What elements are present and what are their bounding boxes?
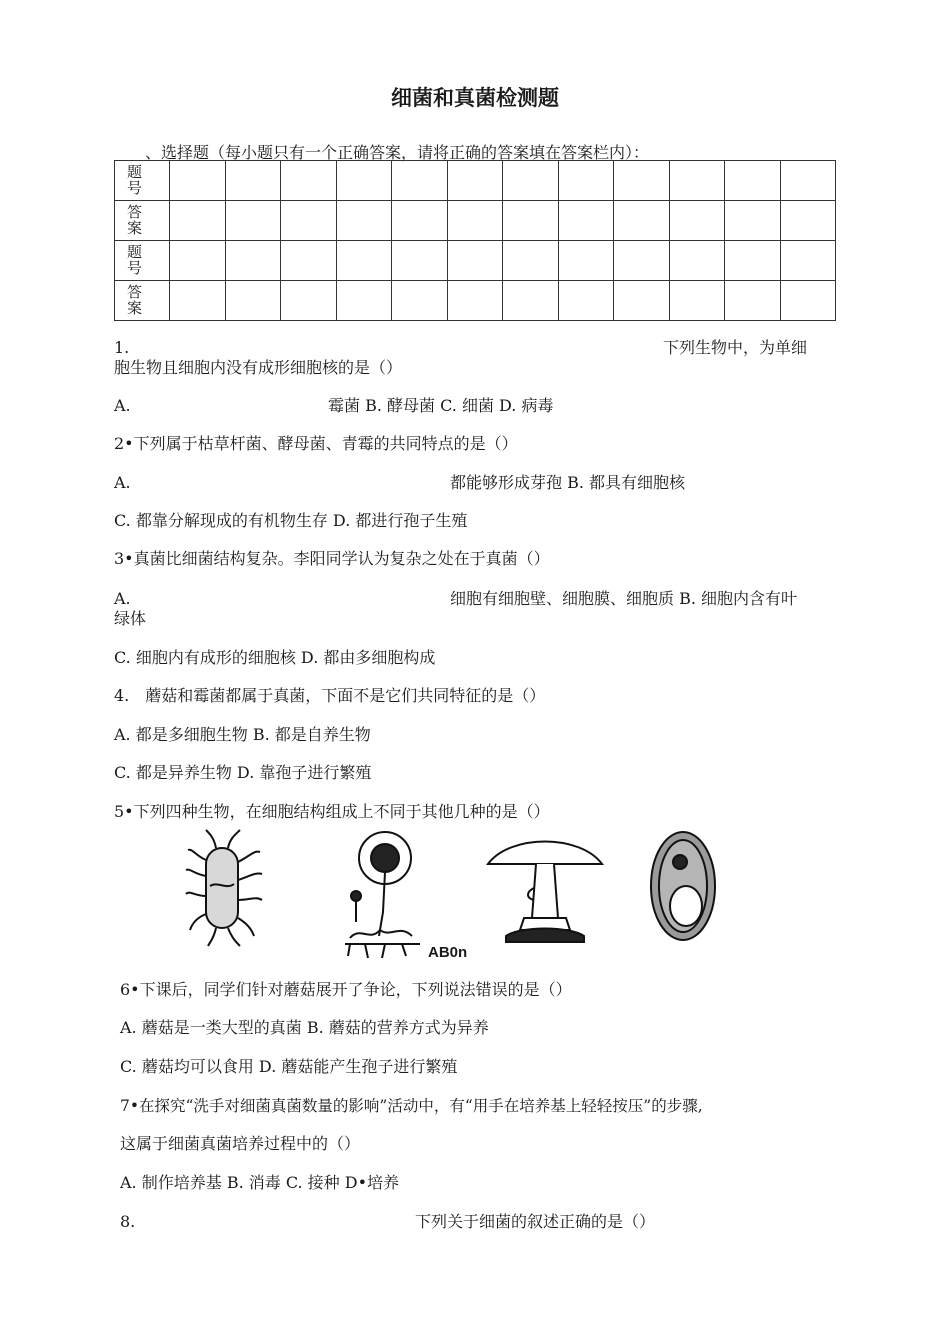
q2-option-label: A. (114, 473, 131, 492)
q7-options: A. 制作培养基 B. 消毒 C. 接种 D•培养 (120, 1173, 400, 1192)
q3-options-cd: C. 细胞内有成形的细胞核 D. 都由多细胞构成 (114, 648, 436, 667)
answer-cell[interactable] (447, 281, 503, 321)
answer-table-row-label (115, 281, 170, 321)
answer-cell[interactable] (725, 161, 781, 201)
answer-cell[interactable] (170, 201, 226, 241)
answer-table-row (115, 201, 836, 241)
answer-cell[interactable] (614, 241, 670, 281)
answer-table-row-label (115, 161, 170, 201)
page-title: 细菌和真菌检测题 (391, 86, 559, 110)
q6-options-cd: C. 蘑菇均可以食用 D. 蘑菇能产生孢子进行繁殖 (120, 1057, 458, 1076)
q8-number: 8. (120, 1212, 136, 1231)
answer-cell[interactable] (170, 281, 226, 321)
answer-cell[interactable] (780, 201, 836, 241)
answer-cell[interactable] (725, 281, 781, 321)
q3-option-label: A. (114, 589, 131, 608)
row-label-char: 题 (127, 243, 143, 261)
answer-table-row-label (115, 241, 170, 281)
answer-cell[interactable] (225, 281, 281, 321)
answer-cell[interactable] (503, 161, 559, 201)
q3-options-ab-continued: 绿体 (114, 609, 147, 628)
answer-cell[interactable] (336, 201, 392, 241)
answer-cell[interactable] (614, 281, 670, 321)
answer-table-row-label (115, 201, 170, 241)
q8-stem: 下列关于细菌的叙述正确的是（） (415, 1212, 656, 1231)
answer-table-row (115, 161, 836, 201)
answer-cell[interactable] (392, 161, 448, 201)
q2-stem: 2•下列属于枯草杆菌、酵母菌、青霉的共同特点的是（） (114, 434, 518, 453)
answer-table-row (115, 241, 836, 281)
answer-cell[interactable] (669, 241, 725, 281)
q1-number: 1. (114, 338, 130, 357)
answer-cell[interactable] (392, 241, 448, 281)
q1-option-label: A. (114, 396, 131, 415)
row-label-char: 号 (127, 259, 143, 277)
row-label-char: 案 (127, 219, 143, 237)
answer-cell[interactable] (503, 241, 559, 281)
row-label-char: 答 (127, 283, 143, 301)
q6-stem: 6•下课后，同学们针对蘑菇展开了争论，下列说法错误的是（） (120, 980, 572, 999)
answer-cell[interactable] (503, 281, 559, 321)
answer-cell[interactable] (170, 241, 226, 281)
answer-cell[interactable] (447, 241, 503, 281)
answer-cell[interactable] (225, 161, 281, 201)
row-label-char: 号 (127, 179, 143, 197)
q6-options-ab: A. 蘑菇是一类大型的真菌 B. 蘑菇的营养方式为异养 (120, 1018, 489, 1037)
bacterium-drawing (186, 830, 262, 946)
answer-cell[interactable] (281, 161, 337, 201)
q7-stem-part1: 7•在探究“洗手对细菌真菌数量的影响”活动中，有“用手在培养基上轻轻按压”的步骤, (120, 1097, 703, 1115)
answer-cell[interactable] (281, 281, 337, 321)
q4-options-ab: A. 都是多细胞生物 B. 都是自养生物 (114, 725, 371, 744)
answer-cell[interactable] (614, 161, 670, 201)
answer-cell[interactable] (558, 281, 614, 321)
answer-cell[interactable] (614, 201, 670, 241)
answer-table (114, 160, 836, 321)
answer-cell[interactable] (780, 161, 836, 201)
answer-cell[interactable] (225, 241, 281, 281)
q1-stem-part1: 下列生物中，为单细 (663, 338, 808, 357)
yeast-drawing (651, 832, 715, 940)
answer-cell[interactable] (558, 241, 614, 281)
answer-cell[interactable] (336, 281, 392, 321)
answer-cell[interactable] (336, 161, 392, 201)
answer-cell[interactable] (281, 241, 337, 281)
answer-cell[interactable] (725, 241, 781, 281)
answer-cell[interactable] (558, 201, 614, 241)
answer-cell[interactable] (225, 201, 281, 241)
q5-stem: 5•下列四种生物，在细胞结构组成上不同于其他几种的是（） (114, 802, 550, 821)
answer-cell[interactable] (780, 241, 836, 281)
answer-cell[interactable] (336, 241, 392, 281)
row-label-char: 案 (127, 299, 143, 317)
answer-cell[interactable] (392, 281, 448, 321)
q3-options-ab: 细胞有细胞壁、细胞膜、细胞质 B. 细胞内含有叶 (450, 589, 798, 608)
section-instructions: 、选择题（每小题只有一个正确答案，请将正确的答案填在答案栏内）： (145, 143, 650, 162)
answer-cell[interactable] (447, 201, 503, 241)
q7-stem-part2: 这属于细菌真菌培养过程中的（） (120, 1134, 361, 1153)
answer-cell[interactable] (503, 201, 559, 241)
answer-cell[interactable] (669, 201, 725, 241)
mushroom-drawing (488, 842, 602, 943)
answer-cell[interactable] (669, 161, 725, 201)
answer-cell[interactable] (392, 201, 448, 241)
q2-options-ab: 都能够形成芽孢 B. 都具有细胞核 (450, 473, 686, 492)
q1-stem-part2: 胞生物且细胞内没有成形细胞核的是（） (114, 358, 403, 377)
row-label-char: 题 (127, 163, 143, 181)
row-label-char: 答 (127, 203, 143, 221)
q4-options-cd: C. 都是异养生物 D. 靠孢子进行繁殖 (114, 763, 372, 782)
mold-drawing (345, 832, 420, 958)
answer-cell[interactable] (281, 201, 337, 241)
q4-stem: 4. 蘑菇和霉菌都属于真菌，下面不是它们共同特征的是（） (114, 686, 546, 705)
q2-options-cd: C. 都靠分解现成的有机物生存 D. 都进行孢子生殖 (114, 511, 468, 530)
answer-cell[interactable] (780, 281, 836, 321)
answer-cell[interactable] (170, 161, 226, 201)
q1-options: 霉菌 B. 酵母菌 C. 细菌 D. 病毒 (328, 396, 554, 415)
answer-table-row (115, 281, 836, 321)
answer-cell[interactable] (725, 201, 781, 241)
q3-stem: 3•真菌比细菌结构复杂。李阳同学认为复杂之处在于真菌（） (114, 549, 550, 568)
answer-cell[interactable] (558, 161, 614, 201)
answer-cell[interactable] (447, 161, 503, 201)
q5-figure-caption: AB0n (428, 944, 468, 961)
answer-cell[interactable] (669, 281, 725, 321)
